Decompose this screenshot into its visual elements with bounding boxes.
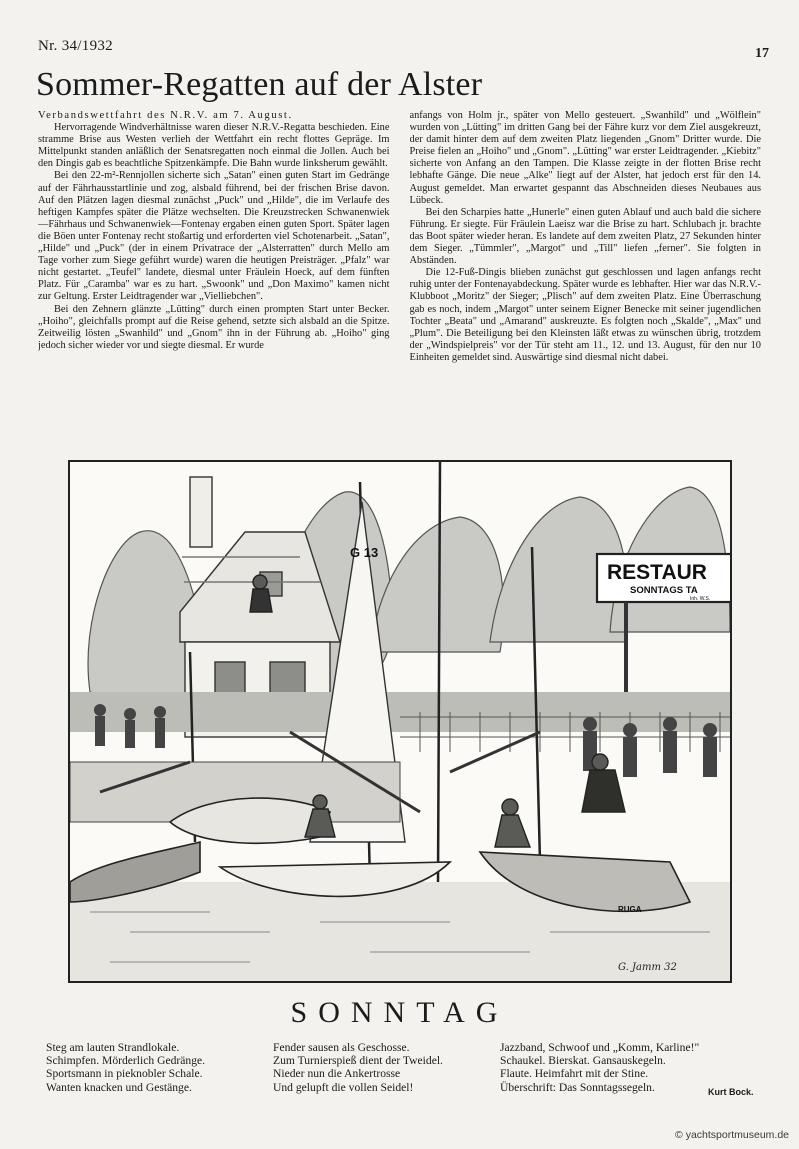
article-body: [38, 110, 761, 442]
regatta-illustration: [68, 460, 732, 983]
poem-line: Schaukel. Bierskat. Gansauskegeln.: [500, 1054, 666, 1068]
poem-line: Nieder nun die Ankertrosse: [273, 1067, 401, 1081]
issue-number: Nr. 34/1932: [38, 38, 113, 54]
poem-line: Und gelupft die vollen Seidel!: [273, 1080, 414, 1094]
poem-line: Überschrift: Das Sonntagssegeln.: [500, 1080, 655, 1094]
poem-stanza-1: [46, 1041, 205, 1094]
sign-subtext: SONNTAGS TA: [630, 585, 698, 596]
poem-stanza-3: [500, 1041, 699, 1094]
watermark: © yachtsportmuseum.de: [675, 1129, 789, 1141]
article-title: Sommer-Regatten auf der Alster: [36, 66, 483, 103]
paragraph: anfangs von Holm jr., später von Mello gesteuert. „Swanhild" und „Wölflein" wurden von „Lütting" im dritten Gang bei der Fähre kurz vor dem Ziel ausgekreuzt, der damit hinter dem auf dem zweiten Platz liegenden „Gnom" Dritter wurde. Die Preise fielen an „Hoiho" und „Gnom". „Lütting" war erster Leidtragender. „Kiebitz" sicherte von Anfang an den Tampen. Die Klasse zeigte in der flotten Brise recht lebhafte Gänge. Die neue „Alke" liegt auf der Alster, hat jedoch erst für den 14. August gemeldet. Man erwartet gespannt das Abschneiden dieses Neubaues aus Lübeck.: [409, 110, 761, 206]
poem-line: Fender sausen als Geschosse.: [273, 1041, 410, 1054]
poem-line: Steg am lauten Strandlokale.: [46, 1041, 180, 1054]
article-column-2: [410, 110, 762, 442]
page-number: 17: [755, 46, 769, 61]
illustration-drawing: [70, 462, 730, 981]
paragraph: Bei den 22-m²-Rennjollen sicherte sich „Satan" einen guten Start im Gedränge auf der Fährhausstartlinie und zog, alsbald führend, bei der frischen Brise davon. Auf den Plätzen lagen diesmal zunächst „Puck" und „Hilde", die im Verlaufe des heftigen Kampfes später die Plätze wechselten. Die Kreuzstrecken Schwanenwiek—Fährhaus und Schwanenwiek—Fontenay ergaben einen guten Sport. Später lagen die Böen unter Fontenay recht stoßartig und erforderten viel Schotenarbeit. „Satan", „Hilde" und „Puck" (der in einem Privatrace der „Alsterratten" durch Mello am Tage vorher zum Siege geführt wurde) waren die heutigen Preisträger. „Pfalz" war nicht gestartet. „Teufel" landete, diesmal unter Fräulein Hoeck, auf dem fünften Platz. Für „Caramba" war es zu hart. „Swoonk" und „Don Maximo" kamen nicht zur Geltung. Erster Leidtragender war „Vielliebchen".: [38, 170, 390, 303]
sign-owner: Inh. W.S.: [690, 596, 711, 602]
sign-text: RESTAUR: [607, 561, 707, 584]
poem-line: Zum Turnierspieß dient der Tweidel.: [273, 1054, 443, 1068]
boat-name: RUGA: [618, 905, 642, 914]
poem-line: Wanten knacken und Gestänge.: [46, 1080, 192, 1094]
poem-line: Sportsmann in pieknobler Schale.: [46, 1067, 203, 1081]
poem-line: Schimpfen. Mörderlich Gedränge.: [46, 1054, 206, 1068]
article-subtitle: Verbandswettfahrt des N.R.V. am 7. August.: [38, 110, 293, 121]
article-column-1: [38, 110, 390, 442]
sail-number: G 13: [350, 545, 379, 560]
paragraph: Hervorragende Windverhältnisse waren dieser N.R.V.-Regatta beschieden. Eine stramme Brise aus Westen verlieh der Wettfahrt ein recht flottes Gepräge. Im Mittelpunkt standen anläßlich der Senatsregatten noch einmal die Jollen. Auch bei den Dingis gab es beachtliche Spitzenkämpfe. Die Bahn wurde linksherum gewählt.: [38, 122, 390, 170]
poem-title: SONNTAG: [290, 996, 509, 1029]
poem-stanza-2: [273, 1041, 443, 1094]
poem: [46, 1041, 776, 1101]
poem-line: Flaute. Heimfahrt mit der Stine.: [500, 1067, 649, 1081]
poem-author: Kurt Bock.: [708, 1087, 754, 1097]
poem-line: Jazzband, Schwoof und „Komm, Karline!": [500, 1041, 700, 1054]
paragraph: Die 12-Fuß-Dingis blieben zunächst gut geschlossen und lagen anfangs recht ruhig unter der Fontenayabdeckung. Später wurde es lebhafter. Hier war das N.R.V.-Klubboot „Moritz" der Sieger; „Plisch" auf dem zweiten Platz. Eine Überraschung gab es noch, indem „Margot" unter seinem Eigner Benecke mit seiner jugendlichen Tochter „Beata" und „Amarand" auskreuzte. Es folgten noch „Skalde", „Max" und „Plum". Die Beteiligung bei den Kleinsten läßt etwas zu wünschen übrig, trotzdem der „Windspielpreis" vor der Tür steht am 11., 12. und 13. August, für den nur 10 Einheiten gemeldet sind. Auswärtige sind diesmal nicht dabei.: [409, 267, 761, 363]
artist-signature: G. Jamm 32: [618, 962, 677, 973]
paragraph: Bei den Scharpies hatte „Hunerle" einen guten Ablauf und auch bald die sichere Führung. Er siegte. Für Fräulein Laeisz war die Brise zu hart. Schlubach jr. brachte das Boot später wieder heran. Es landete auf dem zweiten Platz, 27 Sekunden hinter dem Sieger. „Tümmler", „Margot" und „Till" liefen „ferner". Sie folgten in Abständen.: [409, 206, 761, 267]
paragraph: Bei den Zehnern glänzte „Lütting" durch einen prompten Start unter Becker. „Hoiho", gleichfalls prompt auf die Reise gehend, setzte sich alsbald an die Spitze. Zeitweilig lösten „Swanhild" und „Gnom" ihn in der Führung ab. „Hoiho" ging jedoch sicher wieder vor und siegte diesmal. Er wurde: [38, 303, 390, 351]
